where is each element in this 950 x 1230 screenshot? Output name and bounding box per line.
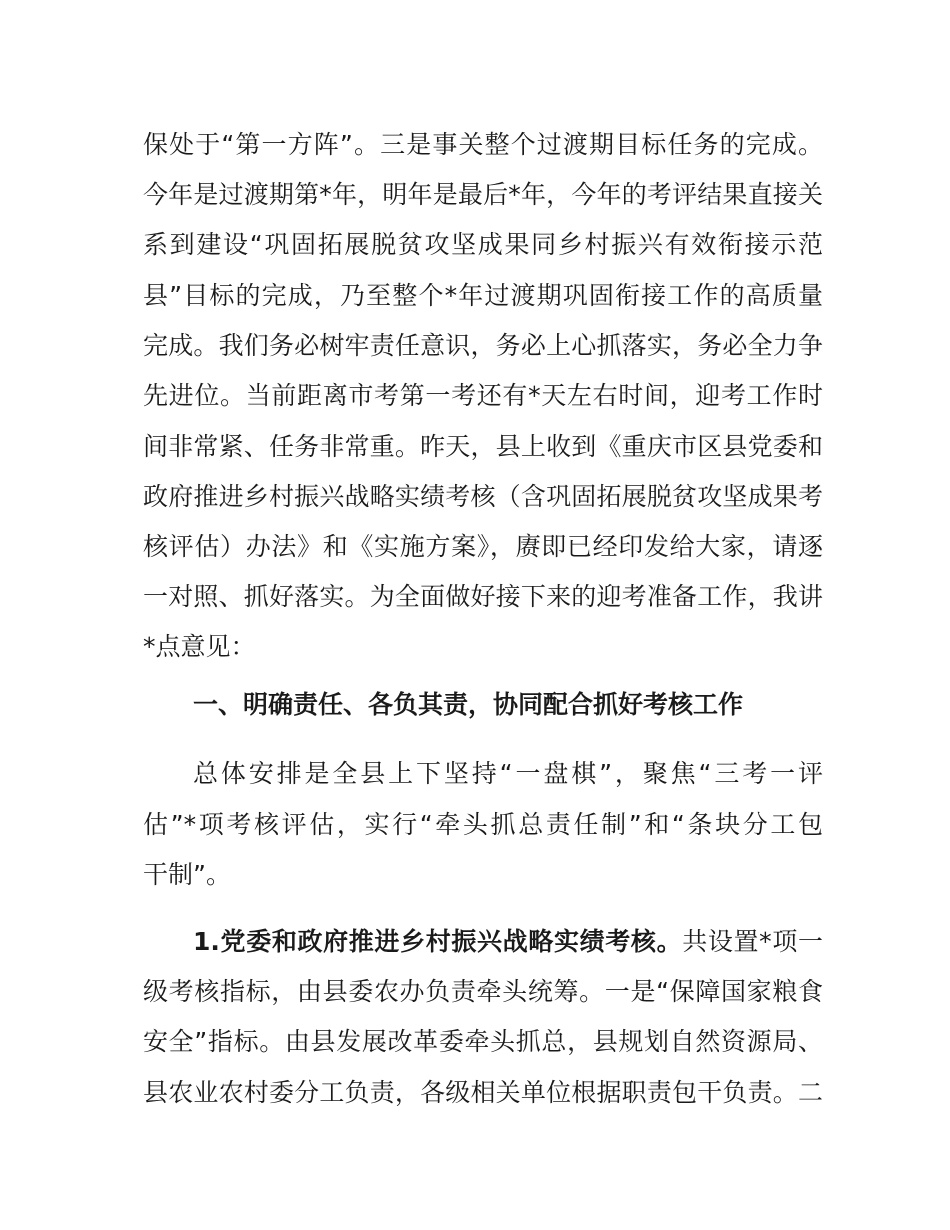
paragraph-line: 安全”指标。由县发展改革委牵头抓总，县规划自然资源局、 [143, 1027, 823, 1056]
paragraph-line: 保处于“第一方阵”。三是事关整个过渡期目标任务的完成。 [143, 130, 823, 159]
paragraph-line: 总体安排是全县上下坚持“一盘棋”，聚焦“三考一评 [193, 759, 823, 788]
paragraph-line: 核评估）办法》和《实施方案》，赓即已经印发给大家，请逐 [143, 532, 823, 561]
paragraph-line: 干制”。 [143, 860, 231, 889]
paragraph-line: 级考核指标，由县委农办负责牵头统筹。一是“保障国家粮食 [143, 977, 823, 1006]
paragraph-line [193, 925, 823, 959]
paragraph-line: 政府推进乡村振兴战略实绩考核（含巩固拓展脱贫攻坚成果考 [143, 482, 823, 511]
paragraph-text: 共设置*项一 [682, 927, 823, 956]
paragraph-line: 系到建设“巩固拓展脱贫攻坚成果同乡村振兴有效衔接示范 [143, 230, 823, 259]
paragraph-line: 完成。我们务必树牢责任意识，务必上心抓落实，务必全力争 [143, 331, 823, 360]
paragraph-line: 县”目标的完成，乃至整个*年过渡期巩固衔接工作的高质量 [143, 281, 823, 310]
paragraph-line: 间非常紧、任务非常重。昨天，县上收到《重庆市区县党委和 [143, 432, 823, 461]
paragraph-line: 今年是过渡期第*年，明年是最后*年，今年的考评结果直接关 [143, 180, 823, 209]
paragraph-line: 估”*项考核评估，实行“牵头抓总责任制”和“条块分工包 [143, 810, 823, 839]
paragraph-line: *点意见： [143, 632, 256, 661]
paragraph-line: 县农业农村委分工负责，各级相关单位根据职责包干负责。二 [143, 1078, 823, 1107]
subsection-title: 1.党委和政府推进乡村振兴战略实绩考核。 [193, 927, 683, 956]
paragraph-line: 一对照、抓好落实。为全面做好接下来的迎考准备工作，我讲 [143, 582, 823, 611]
section-heading: 一、明确责任、各负其责，协同配合抓好考核工作 [193, 690, 744, 719]
paragraph-line: 先进位。当前距离市考第一考还有*天左右时间，迎考工作时 [143, 381, 823, 410]
